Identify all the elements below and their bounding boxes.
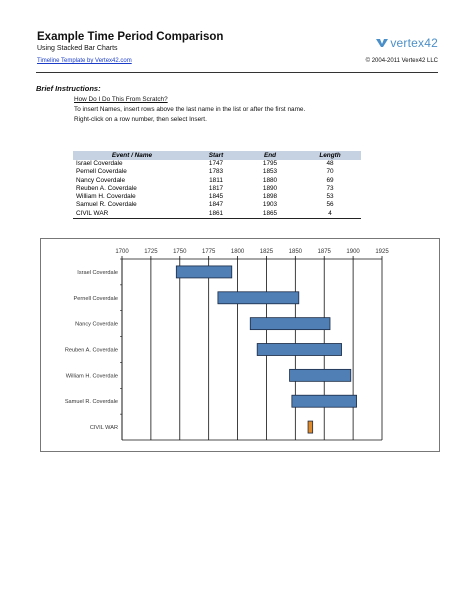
vertex42-logo: [376, 36, 438, 50]
column-header-end: End: [241, 151, 299, 160]
how-to-link[interactable]: How Do I Do This From Scratch?: [74, 96, 168, 103]
cell-start[interactable]: 1845: [208, 193, 224, 201]
table-row: [73, 185, 361, 193]
page-subtitle: Using Stacked Bar Charts: [37, 45, 118, 52]
cell-name[interactable]: Nancy Coverdale: [76, 176, 126, 184]
x-tick-label: 1750: [173, 249, 187, 255]
cell-name[interactable]: Israel Coverdale: [76, 160, 123, 167]
template-link[interactable]: Timeline Template by Vertex42.com: [37, 58, 132, 64]
table-row: [73, 193, 361, 201]
y-category-label: William H. Coverdale: [65, 373, 118, 380]
cell-length[interactable]: 53: [326, 193, 334, 201]
cell-start[interactable]: 1783: [208, 168, 224, 176]
table-row: [73, 160, 361, 168]
column-header-start: Start: [191, 151, 241, 160]
table-row: [73, 177, 361, 185]
x-tick-label: 1775: [201, 249, 216, 255]
column-header-name: Event / Name: [73, 151, 191, 160]
logo-text: vertex42: [390, 36, 438, 50]
y-category-label: Reuben A. Coverdale: [64, 347, 118, 354]
cell-start[interactable]: 1847: [208, 201, 224, 209]
timeline-bar[interactable]: [176, 266, 231, 278]
timeline-bar[interactable]: [290, 369, 351, 381]
x-tick-label: 1825: [259, 249, 274, 255]
y-category-label: Samuel R. Coverdale: [64, 399, 118, 406]
instruction-line-2: Right-click on a row number, then select Insert.: [74, 116, 207, 123]
cell-name[interactable]: Samuel R. Coverdale: [76, 201, 137, 209]
x-tick-label: 1725: [144, 249, 158, 255]
copyright-notice: © 2004-2011 Vertex42 LLC: [365, 58, 438, 64]
cell-start[interactable]: 1861: [191, 210, 241, 219]
cell-length[interactable]: 69: [326, 176, 334, 184]
cell-length[interactable]: 48: [326, 160, 334, 167]
cell-length[interactable]: 70: [326, 168, 334, 176]
cell-start[interactable]: 1817: [208, 184, 224, 192]
y-category-label: Pernell Coverdale: [73, 295, 118, 302]
y-category-label: CIVIL WAR: [89, 425, 118, 432]
x-tick-label: 1875: [317, 249, 331, 255]
timeline-data-table: [73, 151, 361, 219]
cell-start[interactable]: 1747: [208, 160, 224, 167]
timeline-bar[interactable]: [257, 344, 341, 356]
x-tick-label: 1925: [375, 249, 389, 255]
cell-name[interactable]: Reuben A. Coverdale: [76, 184, 137, 192]
cell-name[interactable]: Pernell Coverdale: [76, 168, 127, 176]
y-category-label: Israel Coverdale: [77, 269, 118, 276]
column-header-length: Length: [299, 151, 361, 160]
y-category-label: Nancy Coverdale: [75, 321, 118, 328]
cell-end[interactable]: 1853: [262, 168, 278, 176]
cell-start[interactable]: 1811: [209, 176, 223, 184]
page-title: Example Time Period Comparison: [37, 31, 224, 43]
x-tick-label: 1900: [346, 249, 360, 255]
instruction-line-1: To insert Names, insert rows above the last name in the list or after the first name.: [74, 106, 306, 113]
table-row: [73, 201, 361, 209]
logo-icon: [376, 38, 388, 48]
chart-canvas: [41, 239, 441, 453]
table-row: [73, 168, 361, 176]
x-tick-label: 1700: [115, 249, 129, 255]
cell-name[interactable]: CIVIL WAR: [73, 210, 191, 219]
cell-end[interactable]: 1890: [262, 184, 278, 192]
cell-end[interactable]: 1903: [262, 201, 278, 209]
cell-length[interactable]: 73: [326, 184, 334, 192]
instructions-heading: Brief Instructions:: [36, 84, 101, 93]
cell-end[interactable]: 1898: [262, 193, 278, 201]
x-tick-label: 1850: [288, 249, 303, 255]
timeline-bar[interactable]: [292, 395, 357, 407]
cell-end[interactable]: 1865: [241, 210, 299, 219]
cell-name[interactable]: William H. Coverdale: [76, 193, 136, 201]
header: [28, 28, 448, 70]
timeline-chart[interactable]: [40, 238, 440, 452]
x-tick-label: 1800: [230, 249, 245, 255]
timeline-bar[interactable]: [250, 318, 330, 330]
cell-end[interactable]: 1880: [262, 176, 278, 184]
timeline-bar[interactable]: [218, 292, 299, 304]
table-header-row: [73, 151, 361, 160]
table-row: [73, 210, 361, 219]
header-divider: [36, 72, 438, 73]
instructions-block: [36, 84, 436, 123]
cell-length[interactable]: 4: [299, 210, 361, 219]
cell-end[interactable]: 1795: [262, 160, 278, 167]
cell-length[interactable]: 56: [326, 201, 334, 209]
timeline-bar[interactable]: [308, 421, 313, 433]
